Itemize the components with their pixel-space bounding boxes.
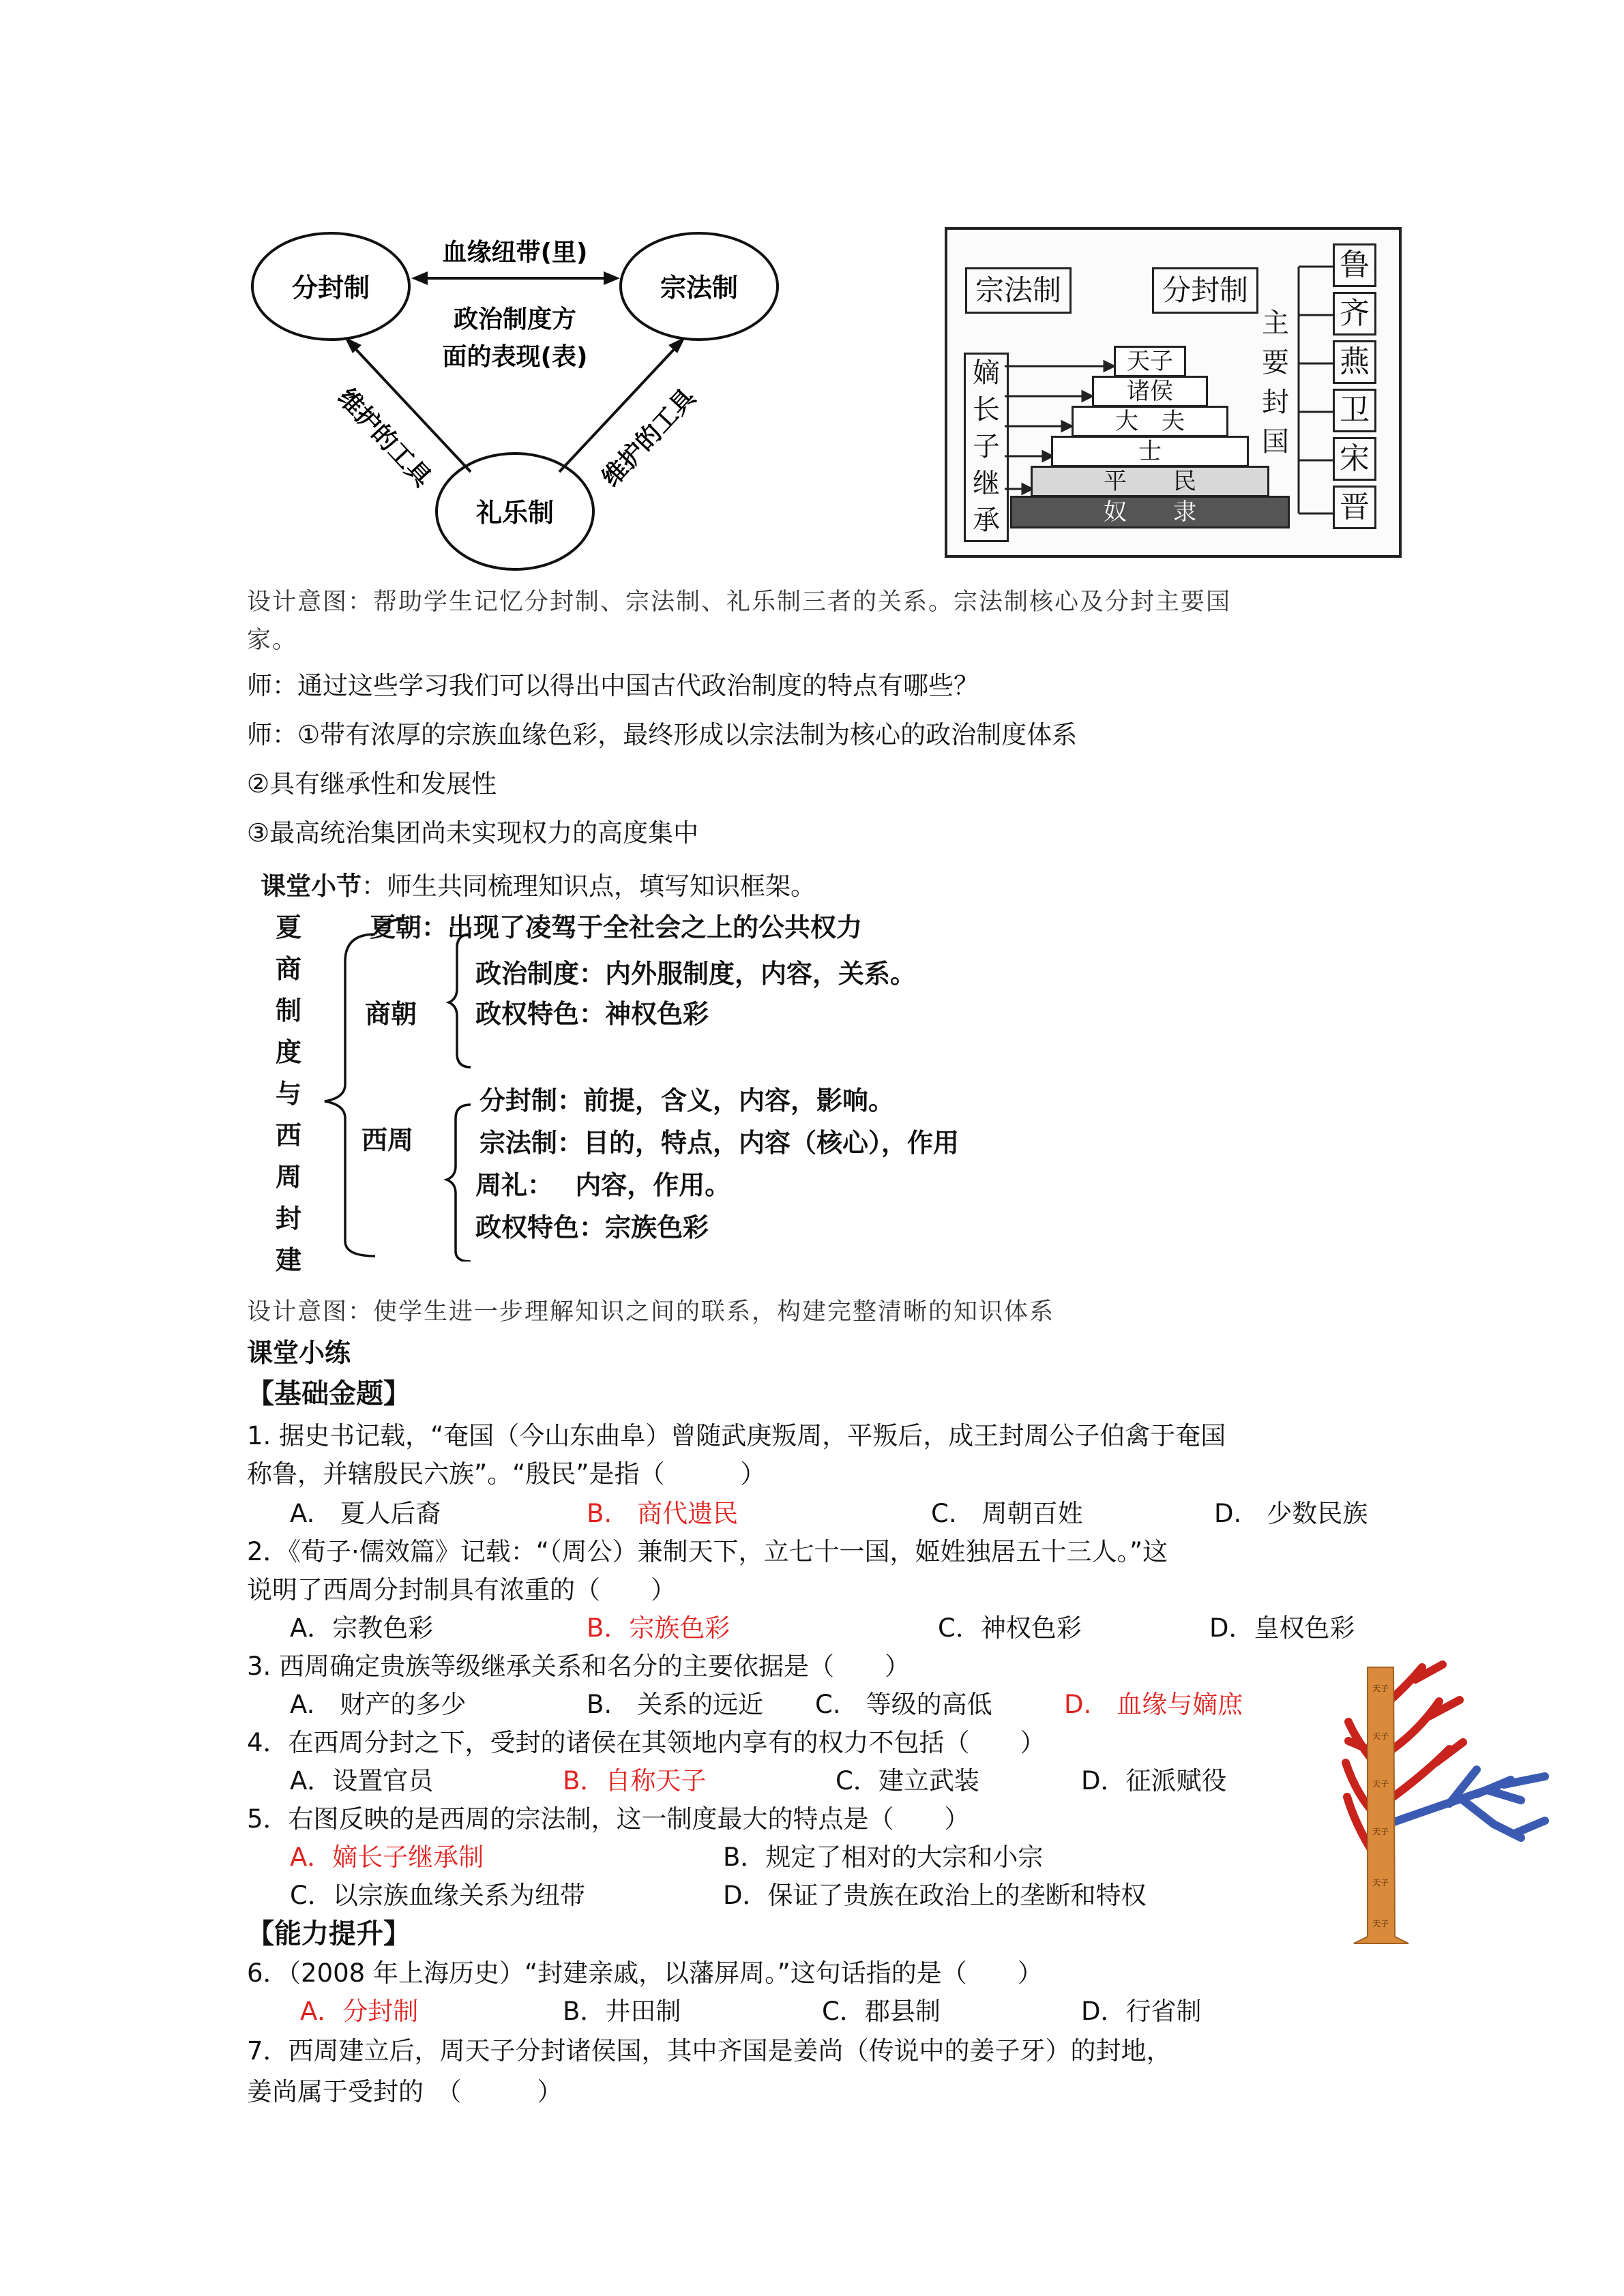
q1-option-b: B. 商代遗民	[587, 1499, 739, 1528]
q1-option-d: D. 少数民族	[1214, 1499, 1368, 1528]
design-intent-2: 设计意图：使学生进一步理解知识之间的联系，构建完整清晰的知识体系	[247, 1298, 1055, 1326]
practice-title: 课堂小练	[247, 1338, 351, 1368]
tier-pingmin: 平 民	[1031, 466, 1269, 497]
q1-option-c: C. 周朝百姓	[931, 1499, 1083, 1528]
q1-text-1: 1. 据史书记载，“奄国（今山东曲阜）曾随武庚叛周，平叛后，成王封周公子伯禽于奄国	[247, 1421, 1226, 1450]
q6-text-1: 6．（2008 年上海历史）“封建亲戚，以藩屏周。”这句话指的是（ ）	[247, 1958, 1043, 1988]
node-bottom-label: 礼乐制	[475, 498, 555, 528]
tier-dafu: 大 夫	[1072, 406, 1228, 437]
q6-option-c: C．郡县制	[822, 1997, 941, 2026]
q2-option-b: B．宗族色彩	[587, 1613, 730, 1643]
q4-text-1: 4．在西周分封之下，受封的诸侯在其领地内享有的权力不包括（ ）	[247, 1728, 1046, 1757]
state-yan: 燕	[1333, 340, 1376, 384]
state-song: 宋	[1333, 437, 1376, 481]
q3-option-d: D. 血缘与嫡庶	[1064, 1690, 1243, 1719]
pyramid-diagram	[945, 227, 1402, 558]
right-side-label: 维护的工具	[597, 383, 701, 492]
xizhou-item-2: 宗法制：目的，特点，内容（核心），作用	[479, 1128, 960, 1158]
q5-option-c: C．以宗族血缘关系为纽带	[290, 1881, 585, 1910]
tier-shi: 士	[1051, 436, 1249, 467]
q2-option-d: D．皇权色彩	[1209, 1613, 1355, 1643]
q6-option-b: B．井田制	[563, 1997, 681, 2026]
node-right-label: 宗法制	[660, 273, 739, 303]
q2-text-1: 2．《荀子·儒效篇》记载：“（周公）兼制天下，立七十一国，姬姓独居五十三人。”这	[247, 1537, 1168, 1566]
inheritance-box	[964, 353, 1009, 542]
relation-diagram	[242, 218, 788, 600]
top-link-label: 血缘纽带(里)	[442, 239, 588, 267]
q5-option-a: A．嫡长子继承制	[290, 1843, 484, 1872]
vertical-title: 夏 商 制 度 与 西 周 封 建	[275, 912, 301, 1275]
tier-nuli: 奴 隶	[1010, 496, 1290, 528]
center-label-1: 政治制度方	[453, 305, 577, 333]
q1-text-2: 称鲁，并辖殷民六族”。“殷民”是指（ ）	[247, 1459, 766, 1489]
state-qi: 齐	[1333, 292, 1376, 336]
q4-option-c: C．建立武装	[836, 1766, 979, 1795]
shang-label: 商朝	[365, 999, 417, 1029]
xia-dynasty: 夏朝：出现了凌驾于全社会之上的公共权力	[370, 912, 863, 942]
inheritance-char: 嫡	[973, 357, 1000, 389]
q3-option-b: B. 关系的远近	[587, 1690, 764, 1719]
q4-option-b: B．自称天子	[563, 1766, 707, 1795]
q2-text-2: 说明了西周分封制具有浓重的（ ）	[247, 1575, 676, 1605]
tree-trunk	[1354, 1667, 1408, 1943]
xizhou-item-1: 分封制：前提，含义，内容，影响。	[479, 1086, 895, 1116]
xizhou-item-3: 周礼： 内容，作用。	[475, 1170, 731, 1200]
teacher-answer-2: ②具有继承性和发展性	[247, 769, 497, 799]
xizhou-label: 西周	[361, 1125, 414, 1155]
tier-tianzi: 天子	[1114, 346, 1186, 377]
q5-text-1: 5．右图反映的是西周的宗法制，这一制度最大的特点是（ ）	[247, 1804, 970, 1834]
summary-title: 课堂小节	[261, 871, 361, 901]
framework-braces	[307, 907, 477, 1262]
q3-option-c: C. 等级的高低	[815, 1690, 992, 1719]
q4-option-a: A．设置官员	[290, 1766, 434, 1795]
xizhou-item-4: 政权特色：宗族色彩	[475, 1212, 709, 1242]
shang-item-1: 政治制度：内外服制度，内容，关系。	[475, 959, 917, 989]
state-wei: 卫	[1333, 389, 1376, 432]
trunk-label: 天子	[1372, 1731, 1389, 1741]
design-intent-1-cont: 家。	[247, 627, 298, 654]
q7-text-2: 姜尚属于受封的 （ ）	[247, 2077, 563, 2106]
summary-heading	[261, 867, 816, 906]
left-side-label: 维护的工具	[332, 383, 437, 492]
main-states-label: 主 要 封 国	[1262, 308, 1289, 458]
q5-option-d: D．保证了贵族在政治上的垄断和特权	[723, 1881, 1147, 1910]
design-intent-1: 设计意图：帮助学生记忆分封制、宗法制、礼乐制三者的关系。宗法制核心及分封主要国	[247, 588, 1232, 616]
ability-section-title: 【能力提升】	[247, 1918, 411, 1950]
basic-section-title: 【基础金题】	[247, 1378, 411, 1410]
trunk-label: 天子	[1372, 1779, 1389, 1789]
state-jin: 晋	[1333, 486, 1376, 529]
trunk-label: 天子	[1372, 1684, 1389, 1693]
q3-text-1: 3. 西周确定贵族等级继承关系和名分的主要依据是（ ）	[247, 1652, 911, 1681]
inheritance-char: 承	[973, 505, 1000, 536]
zongfa-label: 宗法制	[965, 267, 1072, 314]
inheritance-char: 继	[973, 468, 1000, 499]
inheritance-char: 长	[973, 394, 1000, 426]
q6-option-d: D．行省制	[1081, 1997, 1202, 2026]
teacher-answer-3: ③最高统治集团尚未实现权力的高度集中	[247, 818, 699, 848]
inheritance-char: 子	[973, 431, 1000, 462]
tier-zhuhou: 诸侯	[1092, 376, 1208, 407]
fenfeng-label: 分封制	[1152, 267, 1258, 314]
q2-option-a: A．宗教色彩	[290, 1613, 434, 1643]
center-label-2: 面的表现(表)	[442, 343, 588, 371]
trunk-label: 天子	[1372, 1878, 1389, 1888]
q1-option-a: A. 夏人后裔	[290, 1499, 441, 1528]
family-tree-illustration	[1340, 1660, 1572, 1947]
teacher-answer-1: 师：①带有浓厚的宗族血缘色彩，最终形成以宗法制为核心的政治制度体系	[247, 720, 1078, 749]
q7-text-1: 7．西周建立后，周天子分封诸侯国，其中齐国是姜尚（传说中的姜子牙）的封地，	[247, 2036, 1172, 2066]
q2-option-c: C．神权色彩	[938, 1613, 1082, 1643]
q6-option-a: A．分封制	[300, 1997, 419, 2026]
summary-title-rest: ：师生共同梳理知识点，填写知识框架。	[361, 871, 816, 901]
shang-item-2: 政权特色：神权色彩	[475, 999, 709, 1029]
teacher-question: 师：通过这些学习我们可以得出中国古代政治制度的特点有哪些？	[247, 671, 979, 700]
node-left-label: 分封制	[291, 273, 370, 303]
trunk-label: 天子	[1372, 1827, 1389, 1836]
trunk-label: 天子	[1372, 1919, 1389, 1928]
q4-option-d: D．征派赋役	[1081, 1766, 1227, 1795]
q3-option-a: A. 财产的多少	[290, 1690, 467, 1719]
state-lu: 鲁	[1333, 243, 1376, 287]
q5-option-b: B．规定了相对的大宗和小宗	[723, 1843, 1044, 1872]
